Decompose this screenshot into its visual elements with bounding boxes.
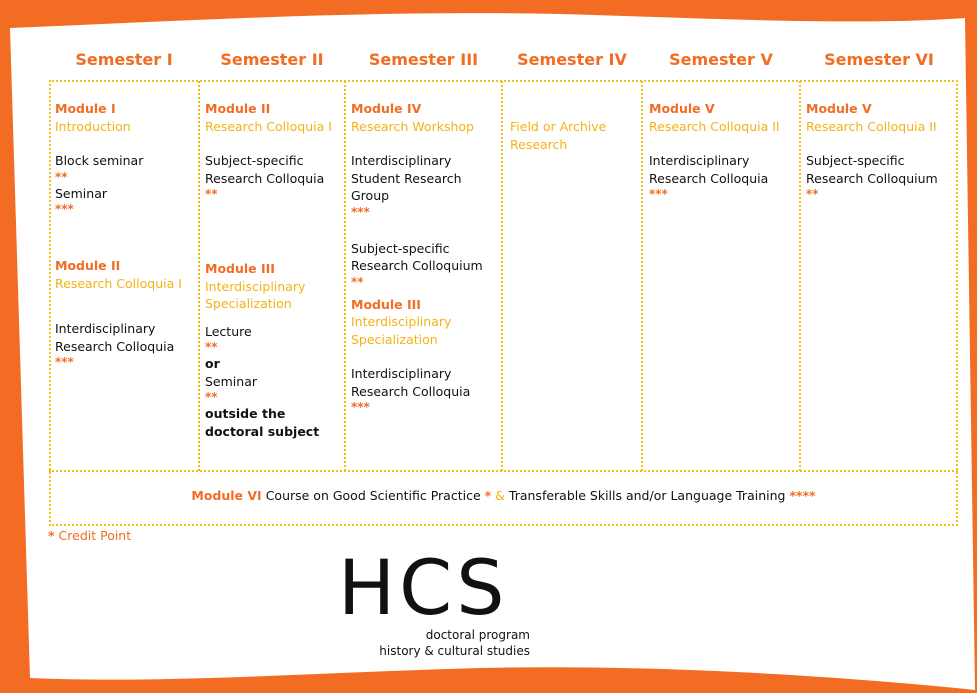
module-title: Module VI <box>191 488 262 503</box>
outside-note: outside the doctoral subject <box>205 406 320 439</box>
course-item: Transferable Skills and/or Language Training <box>508 488 786 503</box>
course-item: Interdisciplinary Research Colloquia <box>55 321 175 354</box>
course-item: Interdisciplinary Student Research Group <box>351 153 462 203</box>
semester-header-2: Semester II <box>220 50 324 69</box>
module-title: Module V <box>649 101 715 116</box>
module-title: Module I <box>55 101 116 116</box>
module-vi-row <box>49 488 958 503</box>
credit-stars: ** <box>351 274 364 289</box>
module-title: Module II <box>205 101 271 116</box>
semester-header-4: Semester IV <box>517 50 627 69</box>
credit-stars: *** <box>351 400 370 414</box>
course-item: Subject-specific Research Colloquium <box>806 153 938 186</box>
module-subtitle: Field or Archive Research <box>510 119 607 152</box>
credit-stars: *** <box>55 202 74 216</box>
course-item: Interdisciplinary Research Colloquia <box>649 153 769 186</box>
credit-star: * <box>484 488 492 503</box>
semester-header-3: Semester III <box>368 50 479 69</box>
column-divider <box>641 81 643 471</box>
legend-label: Credit Point <box>58 528 132 543</box>
credit-stars: ** <box>205 340 218 354</box>
semester-2-cell <box>205 100 341 440</box>
module-subtitle: Research Colloquia I <box>205 118 332 134</box>
credit-stars: ** <box>205 390 218 404</box>
module-subtitle: Research Colloquia II <box>806 118 937 134</box>
semester-1-cell <box>55 100 195 370</box>
column-divider <box>501 81 503 471</box>
semester-header-5: Semester V <box>669 50 773 69</box>
course-item: Seminar <box>205 373 257 389</box>
row-divider <box>49 470 958 472</box>
credit-stars: *** <box>351 204 370 219</box>
module-title: Module III <box>205 261 275 276</box>
semester-6-cell <box>806 100 954 202</box>
module-title: Module IV <box>351 101 422 116</box>
logo-line-2: history & cultural studies <box>379 644 530 658</box>
credit-stars: **** <box>789 488 816 503</box>
credit-stars: *** <box>55 355 74 369</box>
course-item: Subject-specific Research Colloquium <box>351 240 483 273</box>
credit-stars: ** <box>55 169 68 184</box>
credit-stars: ** <box>205 187 218 201</box>
hcs-logo <box>338 543 530 659</box>
course-item: Interdisciplinary Research Colloquia <box>351 366 471 399</box>
column-divider <box>344 81 346 471</box>
legend-star: * <box>48 528 55 543</box>
logo-mark: HCS <box>338 543 509 632</box>
semester-header-6: Semester VI <box>824 50 934 69</box>
module-title: Module II <box>55 258 121 273</box>
credit-legend <box>48 528 131 543</box>
ampersand: & <box>495 488 505 503</box>
semester-4-cell <box>510 118 638 153</box>
module-subtitle: Interdisciplinary Specialization <box>351 314 452 347</box>
column-divider <box>198 81 200 471</box>
semester-5-cell <box>649 100 797 202</box>
or-label: or <box>205 356 220 371</box>
course-item: Lecture <box>205 323 252 339</box>
module-subtitle: Interdisciplinary Specialization <box>205 278 306 311</box>
logo-line-1: doctoral program <box>425 628 530 642</box>
course-item: Course on Good Scientific Practice <box>265 488 481 503</box>
module-subtitle: Research Workshop <box>351 118 474 134</box>
semester-3-cell <box>351 100 499 415</box>
course-item: Subject-specific Research Colloquia <box>205 153 325 186</box>
module-title: Module III <box>351 296 421 312</box>
module-title: Module V <box>806 101 872 116</box>
course-item: Block seminar <box>55 153 144 168</box>
course-item: Seminar <box>55 185 107 201</box>
credit-stars: ** <box>806 187 819 201</box>
module-subtitle: Research Colloquia II <box>649 118 780 134</box>
semester-header-1: Semester I <box>75 50 173 69</box>
module-subtitle: Research Colloquia I <box>55 275 182 291</box>
column-divider <box>799 81 801 471</box>
module-subtitle: Introduction <box>55 118 131 134</box>
credit-stars: *** <box>649 187 668 201</box>
